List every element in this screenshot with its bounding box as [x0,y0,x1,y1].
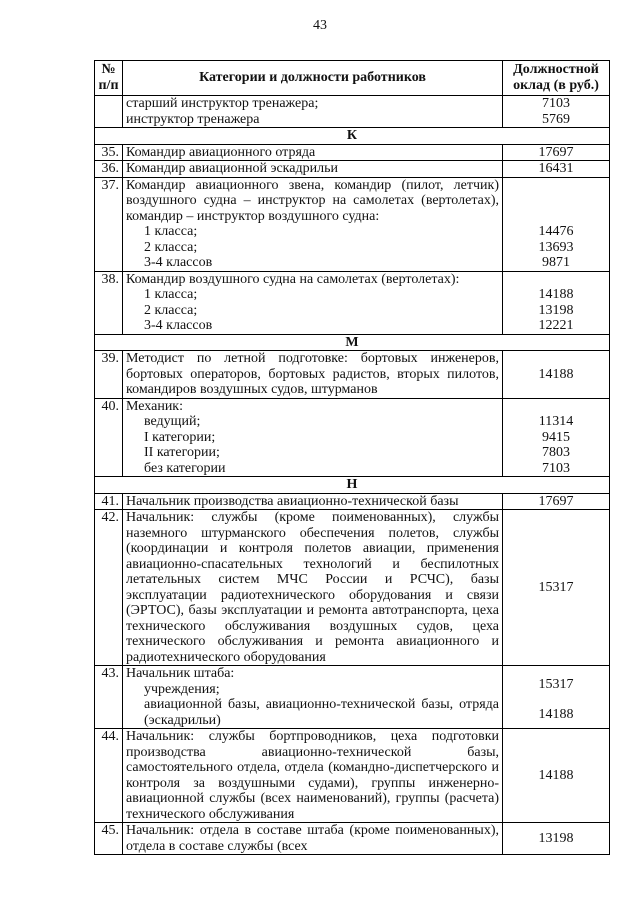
value: 5769 [542,111,570,127]
row-text: Начальник: службы бортпроводников, цеха подготовки производства авиационно-технической базы, самостоятельного отдела, отдела (командно-диспетчерского и контроля за воздушными судами), группы инженерно-авиационной службы (всех наименований), группы (расчета) технического обслуживания [123,729,503,823]
row-num: 39. [95,351,123,399]
row-text [123,96,503,128]
value: 14476 [538,224,574,239]
row-description: Командир воздушного судна на самолетах (вертолетах): [126,271,460,287]
row-value: 17697 [503,144,610,161]
row-text: Командир авиационного отряда [123,144,503,161]
value: 7803 [542,445,570,460]
row-num: 40. [95,398,123,477]
table-row [95,96,610,128]
row-value [503,177,610,271]
row-text [123,398,503,477]
row-text: Начальник производства авиационно-технической базы [123,493,503,510]
row-description: Начальник штаба: [126,666,235,681]
row-text: Начальник: службы (кроме поименованных), службы наземного штурманского обеспечения полетов, службы (координации и контроля полетов авиации, применения авиационно-спасательных технологий и беспилотных летательных систем МЧС России и РСЧС), базы эксплуатации радиотехнического оборудования и связи (ЭРТОС), базы эксплуатации и ремонта автотранспорта, цеха технического обслуживания воздушных судов, цеха технического обслуживания и ремонта авиационного и радиотехнического оборудования [123,510,503,666]
row-value [503,398,610,477]
row-text [123,177,503,271]
table-row [95,398,610,477]
value: 13693 [538,239,574,255]
row-value: 13198 [503,823,610,855]
item: инструктор тренажера [126,111,260,127]
row-num: 35. [95,144,123,161]
value: 13198 [538,302,574,318]
page-number: 43 [313,18,327,33]
row-num: 42. [95,510,123,666]
header-salary: Должностной оклад (в руб.) [503,61,610,96]
value: 9871 [542,255,570,270]
value: 7103 [542,460,570,476]
table-row [95,510,610,666]
row-value [503,271,610,334]
section-letter-row [95,128,610,145]
table-row [95,161,610,178]
row-text [123,271,503,334]
table-row [95,493,610,510]
item: старший инструктор тренажера; [126,96,319,111]
row-num [95,96,123,128]
row-num: 41. [95,493,123,510]
item: 1 класса; [144,224,198,239]
item: II категории; [144,445,220,460]
table-row [95,729,610,823]
item: 2 класса; [144,302,198,318]
row-value: 16431 [503,161,610,178]
positions-salary-table [94,60,610,855]
table-row [95,823,610,855]
row-value [503,666,610,729]
row-num: 45. [95,823,123,855]
value: 15317 [538,677,574,692]
header-num: № п/п [95,61,123,96]
table-header-row [95,61,610,96]
value: 14188 [538,706,574,722]
row-num: 44. [95,729,123,823]
row-text: Методист по летной подготовке: бортовых инженеров, бортовых операторов, бортовых радистов, вторых пилотов, командиров воздушных судов, штурманов [123,351,503,399]
section-letter: М [95,334,610,351]
row-value: 17697 [503,493,610,510]
section-letter: К [95,128,610,145]
value: 12221 [538,318,574,333]
section-letter: Н [95,477,610,494]
item: 3-4 классов [144,255,213,270]
table-row [95,666,610,729]
value: 14188 [538,287,574,302]
value: 9415 [542,429,570,445]
header-category: Категории и должности работников [123,61,503,96]
item: ведущий; [144,414,201,429]
item: 1 класса; [144,287,198,302]
table-row [95,271,610,334]
row-value: 14188 [503,351,610,399]
item: 2 класса; [144,239,198,255]
row-description: Командир авиационного звена, командир (пилот, летчик) воздушного судна – инструктор на самолетах (вертолетах), командир – инструктор воздушного судна: [126,177,499,224]
section-letter-row [95,334,610,351]
row-value: 14188 [503,729,610,823]
table-row [95,177,610,271]
row-num: 43. [95,666,123,729]
value: 7103 [542,96,570,111]
table-row [95,351,610,399]
section-letter-row [95,477,610,494]
row-num: 38. [95,271,123,334]
row-value: 15317 [503,510,610,666]
item: учреждения; [144,681,220,697]
item: без категории [144,460,226,476]
row-description: Механик: [126,398,183,414]
row-text [123,666,503,729]
row-value [503,96,610,128]
item: I категории; [144,429,216,445]
row-text: Начальник: отдела в составе штаба (кроме поименованных), отдела в составе службы (всех [123,823,503,855]
value: 11314 [538,414,574,429]
row-num: 37. [95,177,123,271]
item: 3-4 классов [144,318,213,333]
table-row [95,144,610,161]
row-text: Командир авиационной эскадрильи [123,161,503,178]
item: авиационной базы, авиационно-технической базы, отряда (эскадрильи) [144,697,499,728]
row-num: 36. [95,161,123,178]
